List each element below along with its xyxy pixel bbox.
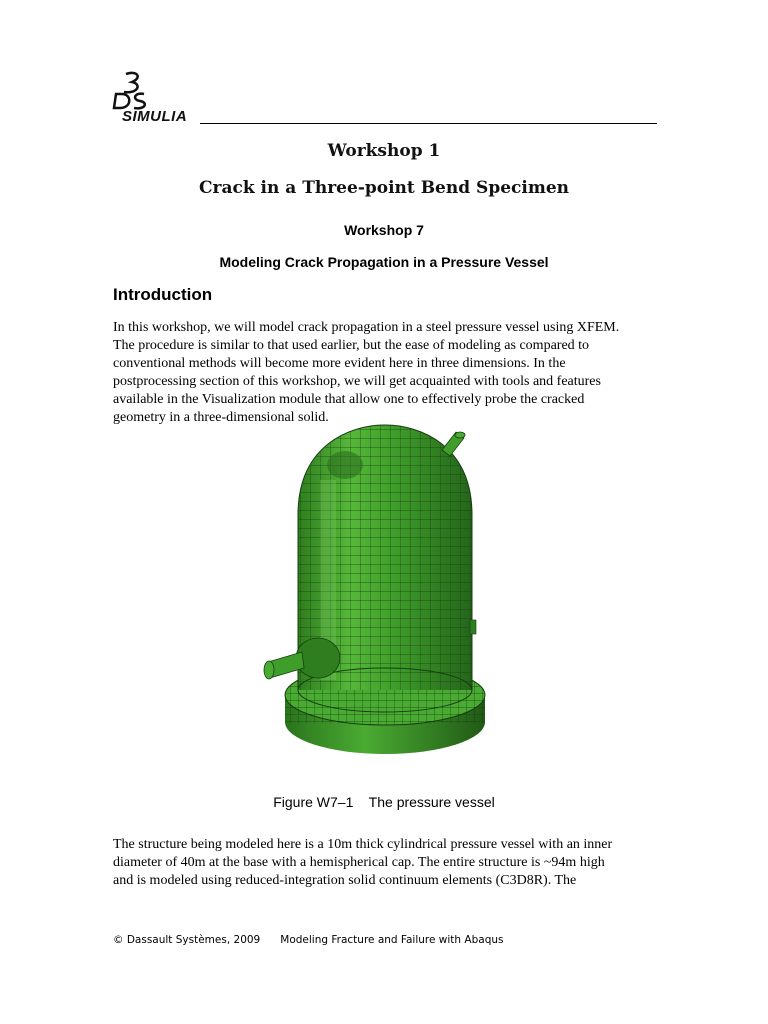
- section-heading: Introduction: [113, 285, 213, 304]
- header-rule: [200, 123, 657, 124]
- top-nozzle: [442, 432, 465, 456]
- figure-caption: Figure W7–1 The pressure vessel: [273, 794, 495, 810]
- intro-paragraph: [113, 319, 673, 427]
- workshop-title: Modeling Crack Propagation in a Pressure Vessel: [219, 254, 549, 270]
- page-footer: © Dassault Systèmes, 2009 Modeling Fracture and Failure with Abaqus: [113, 934, 504, 946]
- workshop-title-old: Crack in a Three-point Bend Specimen: [199, 178, 569, 198]
- paragraph-line: and is modeled using reduced-integration solid continuum elements (C3D8R). The: [113, 873, 577, 888]
- structure-paragraph: [113, 836, 673, 890]
- paragraph-line: diameter of 40m at the base with a hemispherical cap. The entire structure is ~94m high: [113, 855, 605, 870]
- paragraph-line: conventional methods will become more evident here in three dimensions. In the: [113, 356, 566, 371]
- right-stub: [470, 620, 476, 634]
- paragraph-line: geometry in a three-dimensional solid.: [113, 410, 329, 425]
- paragraph-line: available in the Visualization module that allow one to effectively probe the cracked: [113, 392, 585, 407]
- paragraph-line: The procedure is similar to that used earlier, but the ease of modeling as compared to: [113, 338, 590, 353]
- paragraph-line: In this workshop, we will model crack propagation in a steel pressure vessel using XFEM.: [113, 320, 620, 335]
- workshop-number: Workshop 7: [344, 222, 424, 238]
- paragraph-line: The structure being modeled here is a 10m thick cylindrical pressure vessel with an inner: [113, 837, 613, 852]
- workshop-number-old: Workshop 1: [327, 141, 441, 161]
- paragraph-line: postprocessing section of this workshop, we will get acquainted with tools and features: [113, 374, 601, 389]
- logo-wordmark: SIMULIA: [122, 108, 188, 125]
- pressure-vessel-figure: [250, 420, 520, 775]
